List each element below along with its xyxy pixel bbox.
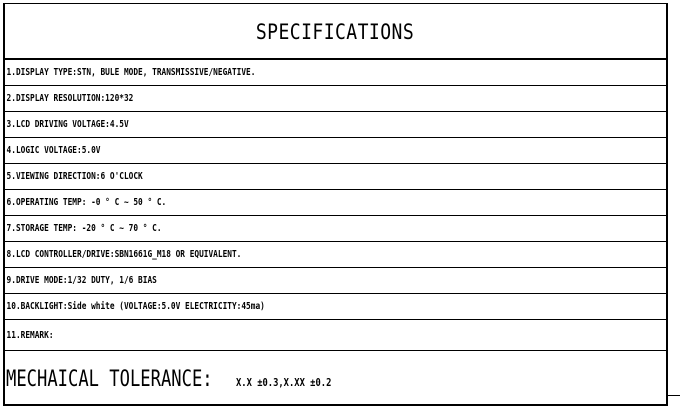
spec-text: 1.DISPLAY TYPE:STN, BULE MODE, TRANSMISSIVE/NEGATIVE. — [6, 67, 256, 78]
spec-text: 4.LOGIC VOLTAGE:5.0V — [6, 145, 101, 156]
spec-text: 11.REMARK: — [6, 329, 54, 341]
spec-row-display-type — [5, 60, 666, 86]
spec-text: 10.BACKLIGHT:Side white (VOLTAGE:5.0V ELECTRICITY:45ma) — [6, 301, 265, 312]
edge-stub-line — [668, 395, 680, 396]
mechanical-tolerance — [6, 358, 661, 400]
spec-row-operating-temp — [5, 190, 666, 216]
spec-row-drive-mode — [5, 268, 666, 294]
page-title: SPECIFICATIONS — [256, 20, 415, 44]
spec-row-display-resolution — [5, 86, 666, 112]
spec-text: 8.LCD CONTROLLER/DRIVE:SBN1661G_M18 OR EQUIVALENT. — [6, 249, 242, 260]
spec-row-lcd-driving-voltage — [5, 112, 666, 138]
spec-text: 2.DISPLAY RESOLUTION:120*32 — [6, 93, 134, 104]
spec-text: 6.OPERATING TEMP: -0 ° C ~ 50 ° C. — [6, 197, 167, 208]
spec-row-logic-voltage — [5, 138, 666, 164]
spec-text: 7.STORAGE TEMP: -20 ° C ~ 70 ° C. — [6, 223, 162, 234]
title-row — [5, 6, 666, 60]
spec-row-storage-temp — [5, 216, 666, 242]
spec-row-backlight — [5, 294, 666, 320]
spec-text: 5.VIEWING DIRECTION:6 O'CLOCK — [6, 171, 143, 182]
spec-row-remark — [5, 320, 666, 351]
spec-row-viewing-direction — [5, 164, 666, 190]
spec-text: 3.LCD DRIVING VOLTAGE:4.5V — [6, 119, 129, 130]
spec-text: 9.DRIVE MODE:1/32 DUTY, 1/6 BIAS — [6, 275, 157, 286]
tolerance-values: X.X ±0.3,X.XX ±0.2 — [236, 375, 332, 389]
spec-row-lcd-controller — [5, 242, 666, 268]
tolerance-label: MECHAICAL TOLERANCE: — [6, 366, 213, 392]
